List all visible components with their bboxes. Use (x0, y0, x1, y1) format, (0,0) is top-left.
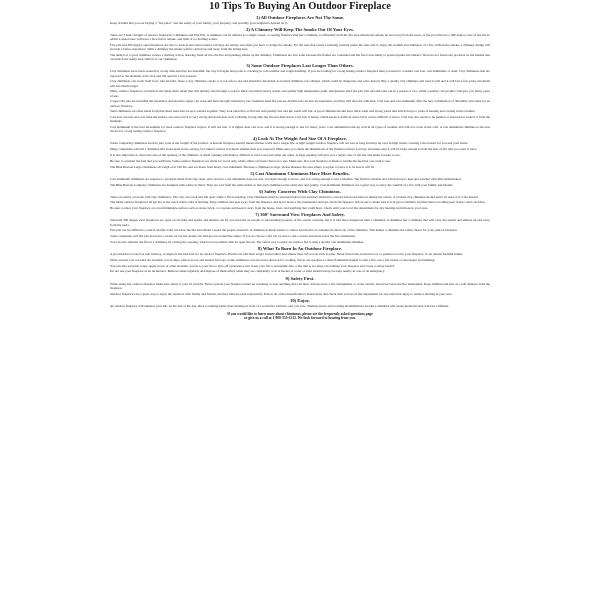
section-paragraph: Cast iron can rust and over time the surface can wear, but it is very strong and holds heat well, radiating it long after the fire has died down. Cast iron is heavy, which keeps it stable in wind, but it can be difficult to move. Cast iron also needs to be painted or seasoned to protect it from the elements. (110, 115, 490, 124)
section-paragraph: When comparing chimineas and fire pits, look at the weight of the product. A heavier fireplace usually means thicker walls and a longer life. A light weight outdoor fireplace will not last as long and may tip over in high winds, creating a fire hazard for you and your home. (110, 141, 469, 146)
section-paragraph: An outdoor fireplace will enhance your life. At the end of the day, there is nothing better than relaxing in front of a warm fire with the ones you love. Sharing stories and roasting marshmallows around a chiminea will create memories that will last a lifetime. (110, 303, 449, 308)
section-heading: 1) All Outdoor Fireplaces Are Not The Same. (256, 15, 344, 20)
section-paragraph: Many outdoor fireplaces are made from cheap sheet metal that will quickly rust through. Look for thick cast metal, heavy welds, and quality high temperature paint. Inexpensive steel fire pits will rust and burn out in a season or two, while a quality cast product will give you many years of use. (110, 89, 490, 98)
section-heading: 6) Safety Concerns With Clay Chimineas. (259, 188, 341, 194)
section-paragraph: Many companies will sell a chiminea that looks great in the catalog, but when it arrives it is much smaller than you expected. Make sure you check the dimensions of the fireplace before you buy, and make sure it will be large enough to hold the size of fire that you want to have. (110, 147, 478, 152)
section-paragraph: Cast aluminum is the best investment for most outdoor fireplace buyers. It will not rust, it is lighter than cast iron, and it is strong enough to last for many years. Cast aluminum holds up well in all types of weather and will not crack in the cold. A cast aluminum chiminea is the best choice for a long lasting outdoor fireplace. (110, 125, 490, 134)
section-heading: 4) Look At The Weight And Size Of A Fireplace. (253, 135, 347, 141)
section-paragraph: The metal outdoor fireplaces all get hot to the touch when a fire is burning. Keep children and pets away from the fireplace and never leave a fire unattended. Always check the fireplace before use to make sure it is in good condition and that there is nothing near it that could catch fire. (110, 200, 486, 205)
section-paragraph: Be sure to consider the fuel that you will burn. Some outdoor fireplaces are made for wood only, while others can burn charcoal or gas. Make sure that your fireplace is made to handle the fuel that you want to use. (110, 158, 391, 163)
section-paragraph: The Blue Heaven Large Chimineas all weigh over 100 lbs. and are made from heavy cast aluminum. Because a chiminea is large, please measure the area where you plan to place it to be sure it will fit. (110, 164, 375, 169)
section-paragraph: There are 3 basic designs of outdoor fireplaces: Chimineas and Fire Pits. A chiminea can be defined as a single vessel, a cooking fireplace that has a chimney to efficiently draft the fire and exhaust the smoke up and away from the users. A fire pit will have a 360 degree view of the fire in which a seated user will have a face full of smoke, and little or no drafting action. (110, 33, 490, 42)
section-heading: 9) Safety First. (285, 275, 315, 281)
section-paragraph: Do not use your fireplace as an incinerator. Remove ashes regularly and dispose of them safely when they are completely cool. A bucket of water or sand should always be kept nearby in case of an emergency. (110, 269, 386, 274)
section-paragraph: Other sources you can burn are aromatic wood chips, pinion wood, and natural fire logs. Some chimineas can also burn charcoal for cooking. Never use gasoline or other flammable liquids to start a fire, use a fire starter or newspaper and kindling. (110, 257, 436, 262)
closing-line: or give us a call at 1-800-555-1212. We look forward to hearing from you. (244, 316, 356, 321)
section-paragraph: Be sure to place your fireplace on a non flammable surface such as stone, brick, or concrete and keep it away from the house, trees, and anything that could burn. Check with your local fire department for any burning restrictions in your area. (110, 206, 429, 211)
section-paragraph: When using any outdoor fireplace make sure safety is your #1 priority. Never operate your fireplace under an overhang or near anything that can burn. Always have a fire extinguisher or water nearby, and never leave the fire unattended. Keep children and pets at a safe distance from the fireplace. (110, 281, 490, 290)
section-paragraph: Clay chimineas have been around for a long time and they are beautiful, but clay is fragile and prone to cracking in cold weather and rough handling. If you are looking for a long lasting outdoor fireplace then you need to consider cast iron, cast aluminum, or steel. Clay chimineas that are exposed to the elements will crack and fall apart in a few seasons. (110, 69, 490, 78)
section-heading: 5) Cast Aluminum Chimineas Have More Benefits. (250, 170, 350, 176)
closing-note (110, 312, 490, 321)
section-paragraph: You can also add pine cones, apple wood, or other aromatic woods to your fire to give off a pleasant scent. Keep your fire a reasonable size, a fire that is too large can damage your fireplace and create a safety hazard. (110, 263, 395, 268)
section-paragraph: There are safety concerns with clay chimineas. The clay can crack and fall apart while a fire is burning. Clay chimineas must be seasoned before use and they should be covered and stored indoors during the winter. A cracked clay chiminea should never be used, it is a fire hazard. (110, 194, 479, 199)
section-paragraph: Copper fire pits are beautiful but expensive and the thin copper can warp and burn through with heavy use. Stainless steel fire pits are durable but can also be expensive, and they will discolor with heat. Cast iron and cast aluminum offer the best combination of durability and value for an outdoor fireplace. (110, 99, 490, 108)
section-paragraph: You can also smother the fire in a chiminea by closing the opening, which is not possible with an open fire pit. The safest way to enjoy an outdoor fire is with a quality cast aluminum chiminea. (110, 239, 365, 244)
section-heading: 10) Enjoy. (290, 297, 310, 303)
section-paragraph: Clay chimineas can crack from frost, rain and fire. Once a clay chiminea cracks, it is not safe to use and should be discarded. A cracked chiminea can collapse, which could be dangerous and a fire hazard. Buy a quality clay chiminea and treat it well and it will last a few years, but metal will last much longer. (110, 79, 490, 88)
sections-container (110, 15, 490, 308)
section-paragraph: Some companies sell fire pits that have a screen on top but sparks can still get out around the edges. If you do choose a fire pit, be sure to use a screen and never leave the fire unattended. (110, 234, 356, 239)
document-title: 10 Tips To Buying An Outdoor Fireplace (209, 1, 391, 12)
section-paragraph: The Blue Heaven Company chimineas are designed with safety in mind. They are cast from the same molds so that each chiminea is the same size and quality. Cast aluminum chimineas are a great way to enjoy the warmth of a fire with your family and friends. (110, 182, 454, 187)
section-heading: 3) Some Outdoor Fireplaces Last Longer Than Others. (246, 63, 354, 69)
section-paragraph: Cast aluminum chimineas are superior to products made from clay, steel, and cast iron. Cast aluminum does not rust, it is light enough to move, and it is strong enough to last a lifetime. The finish is durable and will hold up to heat and weather with little maintenance. (110, 176, 462, 181)
section-heading: 2) A Chimney Will Keep The Smoke Out Of Your Eyes. (246, 27, 354, 33)
section-heading: 7) 360° Surround View Fireplaces And Safety. (255, 212, 345, 218)
document-page (110, 0, 490, 600)
section-paragraph: Steel chimineas are often made from thin sheet steel and are spot welded together. They look attractive at first but will quickly rust and the welds will fail. A good chiminea should have thick walls and strong joints that will hold up to years of heating and cooling in the weather. (110, 109, 476, 114)
section-paragraph: Outdoor fireplaces are a great way to enjoy the outdoors with family and friends, but they must be used responsibly. Follow all of the manufacturer's instructions and check with your local fire department for any rules that apply to outdoor burning in your area. (110, 291, 453, 296)
section-paragraph: The design of a good chiminea creates a drafting action, drawing fresh air into the fire and pushing smoke up the chimney. Chimineas are also safer because the flames are contained and the fire is less likely to spread sparks and embers. We have not found any products on the market that can match the safety and comfort of our chimineas. (110, 53, 490, 62)
section-paragraph: Keep in mind that you are buying a "fire place" and the safety of your family, your property, and possibly your neighbors depend on it. (110, 20, 288, 25)
section-paragraph: It is also important to check the size of the opening of the chiminea. A small opening will make it difficult to load wood and clean out ashes. A large opening will give you a better view of the fire and make it easier to use. (110, 153, 401, 158)
section-paragraph: Fire pits and 360 degree open fireplaces are nice to look at and stand around, but they are smoky and often you have to dodge the smoke. For the user that wants a relaxing evening under the stars and to enjoy the warmth and ambiance of a fire without the smoke, a chimney design will provide a better experience. With a chimney the smoke will be carried up and away from the sitting area. (110, 43, 490, 52)
section-paragraph: A good hardwood such as oak, hickory, or maple is the best fuel for an outdoor fireplace. Hardwood will burn longer and produce less smoke than soft woods such as pine. Never burn trash, treated wood, or painted wood in your fireplace, it can release harmful fumes. (110, 252, 464, 257)
closing-line: If you would like to learn more about chimineas, please see the frequently asked questions page (227, 311, 373, 316)
section-heading: 8) What To Burn In An Outdoor Fireplace. (258, 246, 342, 252)
section-paragraph: Surround 360 degree view fireplaces are open on all sides and sparks and embers can fly out and land on people or surrounding property. A fire screen can help, but it is still more dangerous than a chiminea. A chiminea has a chimney that will carry the sparks and embers up and away from the users. (110, 218, 490, 227)
section-paragraph: Fire pits can be difficult to control and the wind can blow the fire and smoke toward the people around it. A chiminea is much easier to control and the fire is contained in the body of the chiminea. This makes a chiminea the safest choice for your outdoor fireplace. (110, 228, 458, 233)
